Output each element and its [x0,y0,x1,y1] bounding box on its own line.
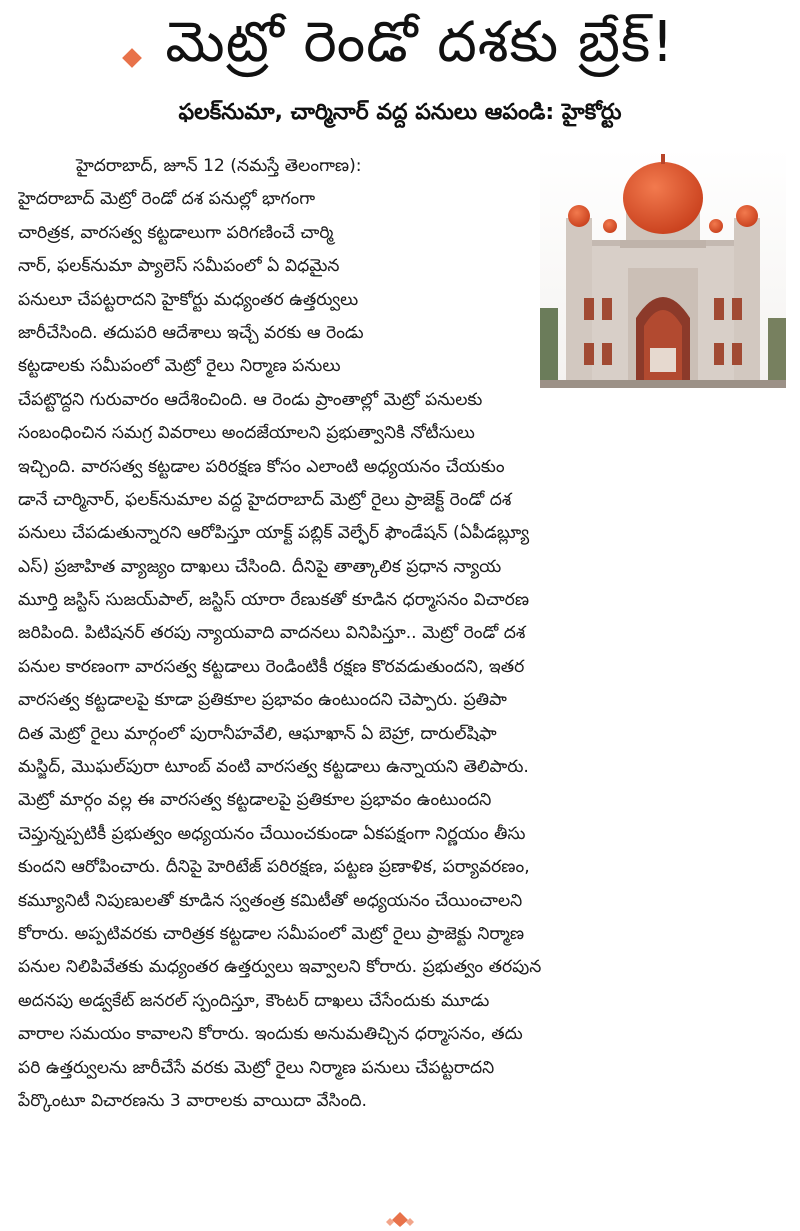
article-line: పనులు చేపడుతున్నారని ఆరోపిస్తూ యాక్ట్ పబ్లిక్ వెల్ఫేర్ ఫౌండేషన్ (ఏపీడబ్ల్యూ [18,523,530,544]
article-line: ఎస్) ప్రజాహిత వ్యాజ్యం దాఖలు చేసింది. దీనిపై తాత్కాలిక ప్రధాన న్యాయ [18,556,502,577]
article-line: వారాల సమయం కావాలని కోరారు. ఇందుకు అనుమతిచ్చిన ధర్మాసనం, తదు [18,1024,523,1045]
article-line: జరిపింది. పిటిషనర్ తరపు న్యాయవాది వాదనలు వినిపిస్తూ.. మెట్రో రెండో దశ [18,623,526,644]
article-body [18,150,788,1118]
article-line: పనులూ చేపట్టరాదని హైకోర్టు మధ్యంతర ఉత్తర్వులు [18,289,359,310]
article-line: చెప్తున్నప్పటికీ ప్రభుత్వం అధ్యయనం చేయించకుండా ఏకపక్షంగా నిర్ణయం తీసు [18,823,526,844]
article-line: కుందని ఆరోపించారు. దీనిపై హెరిటేజ్ పరిరక్షణ, పట్టణ ప్రణాళిక, పర్యావరణం, [18,857,530,878]
article-line: మస్జిద్, మొఘల్‌పురా టూంబ్ వంటి వారసత్వ కట్టడాలు ఉన్నాయని తెలిపారు. [18,757,529,778]
article-line: మూర్తి జస్టిస్ సుజయ్‌పాల్, జస్టిస్ యారా రేణుకతో కూడిన ధర్మాసనం విచారణ [18,590,530,611]
article-line: డానే చార్మినార్, ఫలక్‌నుమాల వద్ద హైదరాబాద్ మెట్రో రైలు ప్రాజెక్ట్ రెండో దశ [18,489,512,510]
article-line: కోరారు. అప్పటివరకు చారిత్రక కట్టడాల సమీపంలో మెట్రో రైలు ప్రాజెక్టు నిర్మాణ [18,923,525,944]
article-line: పనుల కారణంగా వారసత్వ కట్టడాలు రెండింటికీ రక్షణ కొరవడుతుందని, ఇతర [18,656,525,677]
article-line: హైదరాబాద్, జూన్ 12 (నమస్తే తెలంగాణ): [76,156,362,176]
article-line: చారిత్రక, వారసత్వ కట్టడాలుగా పరిగణించే చార్మి [18,222,334,243]
article-line: కట్టడాలకు సమీపంలో మెట్రో రైలు నిర్మాణ పనులు [18,356,341,377]
article-line: పరి ఉత్తర్వులను జారీచేసే వరకు మెట్రో రైలు నిర్మాణ పనులు చేపట్టరాదని [18,1057,495,1078]
diamond-ornament-icon [386,1212,414,1227]
headline [0,6,800,92]
article-line: చేపట్టొద్దని గురువారం ఆదేశించింది. ఆ రెండు ప్రాంతాల్లో మెట్రో పనులకు [18,389,483,410]
article-line: దిత మెట్రో రైలు మార్గంలో పురానీహవేలి, ఆఘాఖాన్ ఏ బెహ్రా, దారుల్‌షిఫా [18,723,497,744]
article-line: ఇచ్చింది. వారసత్వ కట్టడాల పరిరక్షణ కోసం ఎలాంటి అధ్యయనం చేయకుం [18,456,505,477]
article-line: పనుల నిలిపివేతకు మధ్యంతర ఉత్తర్వులు ఇవ్వాలని కోరారు. ప్రభుత్వం తరపున [18,957,542,978]
article-line: సంబంధించిన సమగ్ర వివరాలు అందజేయాలని ప్రభుత్వానికి నోటీసులు [18,423,475,444]
article-line: మెట్రో మార్గం వల్ల ఈ వారసత్వ కట్టడాలపై ప్రతికూల ప్రభావం ఉంటుందని [18,790,492,811]
article-line: కమ్యూనిటీ నిపుణులతో కూడిన స్వతంత్ర కమిటీతో అధ్యయనం చేయించాలని [18,890,523,911]
article-line: అదనపు అడ్వకేట్ జనరల్ స్పందిస్తూ, కౌంటర్ దాఖలు చేసేందుకు మూడు [18,990,490,1011]
article-line: హైదరాబాద్ మెట్రో రెండో దశ పనుల్లో భాగంగా [18,189,316,210]
diamond-bullet-icon [122,48,142,68]
article-line: జారీచేసింది. తదుపరి ఆదేశాలు ఇచ్చే వరకు ఆ రెండు [18,322,364,343]
article-line: పేర్కొంటూ విచారణను 3 వారాలకు వాయిదా వేసింది. [18,1090,368,1111]
article-line: నార్, ఫలక్‌నుమా ప్యాలెస్ సమీపంలో ఏ విధమైన [18,256,340,277]
subheadline: ఫలక్‌నుమా, చార్మినార్ వద్ద పనులు ఆపండి: హైకోర్టు [178,100,622,125]
headline-text: మెట్రో రెండో దశకు బ్రేక్! [165,9,675,75]
article-line: వారసత్వ కట్టడాలపై కూడా ప్రతికూల ప్రభావం ఉంటుందని చెప్పారు. ప్రతిపా [18,690,507,711]
